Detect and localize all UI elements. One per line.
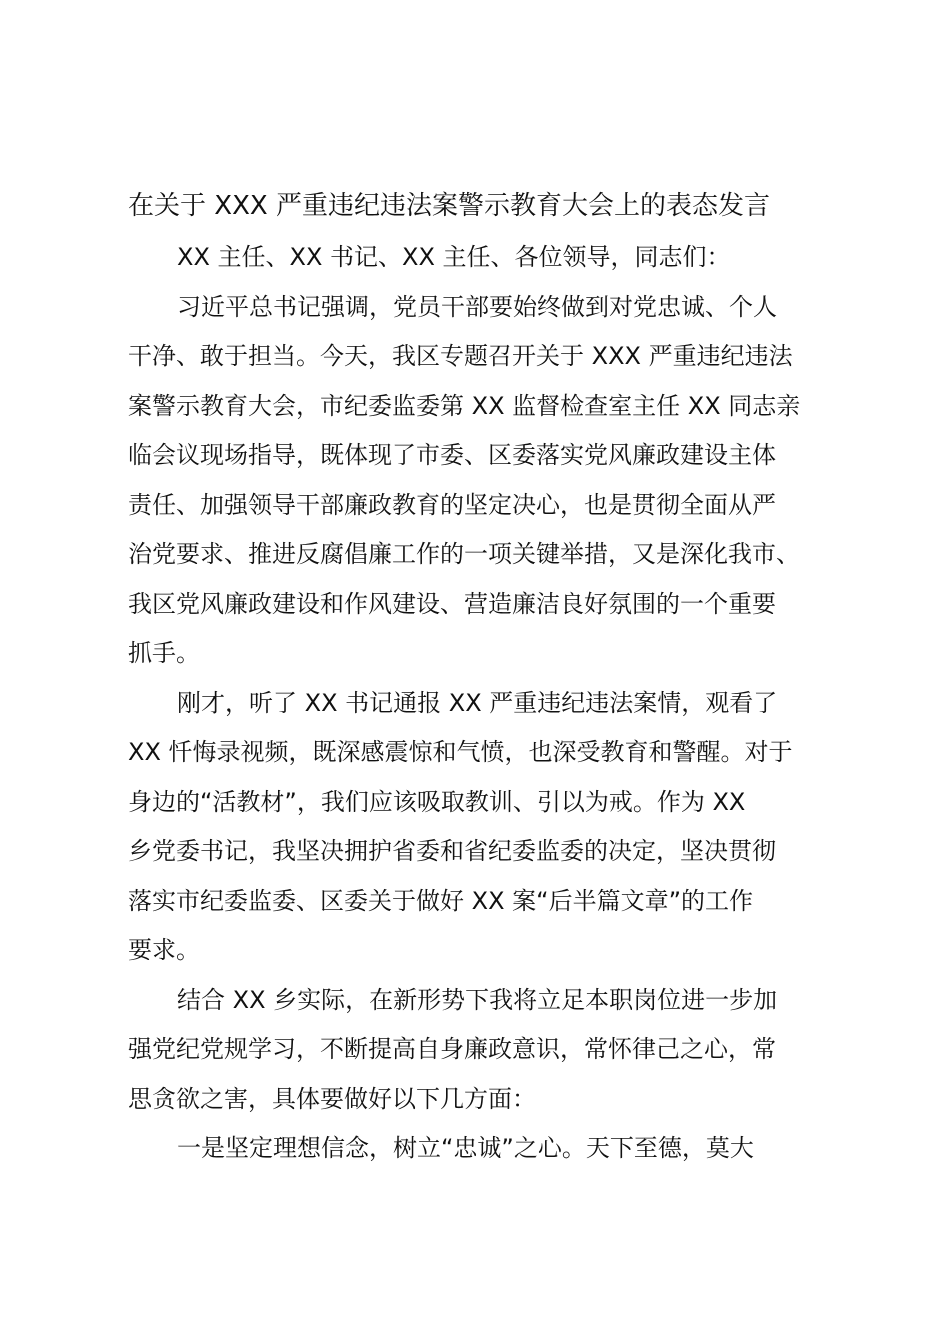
text-line: 临会议现场指导，既体现了市委、区委落实党风廉政建设主体 <box>128 441 776 469</box>
text-line: 治党要求、推进反腐倡廉工作的一项关键举措，又是深化我市、 <box>128 540 800 568</box>
text-line: 干净、敢于担当。今天，我区专题召开关于 XXX 严重违纪违法 <box>128 342 793 370</box>
text-line: 抓手。 <box>128 639 200 667</box>
text-line: 刚才，听了 XX 书记通报 XX 严重违纪违法案情，观看了 <box>177 688 778 717</box>
text-line: 落实市纪委监委、区委关于做好 XX 案“后半篇文章”的工作 <box>128 886 754 915</box>
text-line: 一是坚定理想信念，树立“忠诚”之心。天下至德，莫大 <box>177 1134 754 1162</box>
body-paragraph <box>128 679 840 976</box>
text-line: 我区党风廉政建设和作风建设、营造廉洁良好氛围的一个重要 <box>128 589 776 618</box>
body-paragraph <box>128 283 840 679</box>
text-line: 要求。 <box>128 936 200 964</box>
text-line: 强党纪党规学习，不断提高自身廉政意识，常怀律己之心，常 <box>128 1035 776 1063</box>
text-line: 责任、加强领导干部廉政教育的坚定决心，也是贯彻全面从严 <box>128 490 776 519</box>
text-line: XX 忏悔录视频，既深感震惊和气愤，也深受教育和警醒。对于 <box>128 738 793 766</box>
text-line: 习近平总书记强调，党员干部要始终做到对党忠诚、个人 <box>177 292 777 321</box>
document-title: 在关于 XXX 严重违纪违法案警示教育大会上的表态发言 <box>128 191 770 221</box>
text-line: 乡党委书记，我坚决拥护省委和省纪委监委的决定，坚决贯彻 <box>128 837 776 865</box>
text-line: 结合 XX 乡实际，在新形势下我将立足本职岗位进一步加 <box>177 985 778 1014</box>
salutation-paragraph <box>128 233 840 283</box>
document-body <box>128 233 840 1174</box>
body-paragraph <box>128 976 840 1125</box>
text-line: 思贪欲之害，具体要做好以下几方面： <box>128 1084 536 1113</box>
text-line: 案警示教育大会，市纪委监委第 XX 监督检查室主任 XX 同志亲 <box>128 391 801 420</box>
text-line: XX 主任、XX 书记、XX 主任、各位领导，同志们： <box>177 243 731 271</box>
body-paragraph <box>128 1124 840 1174</box>
text-line: 身边的“活教材”，我们应该吸取教训、引以为戒。作为 XX <box>128 787 746 816</box>
